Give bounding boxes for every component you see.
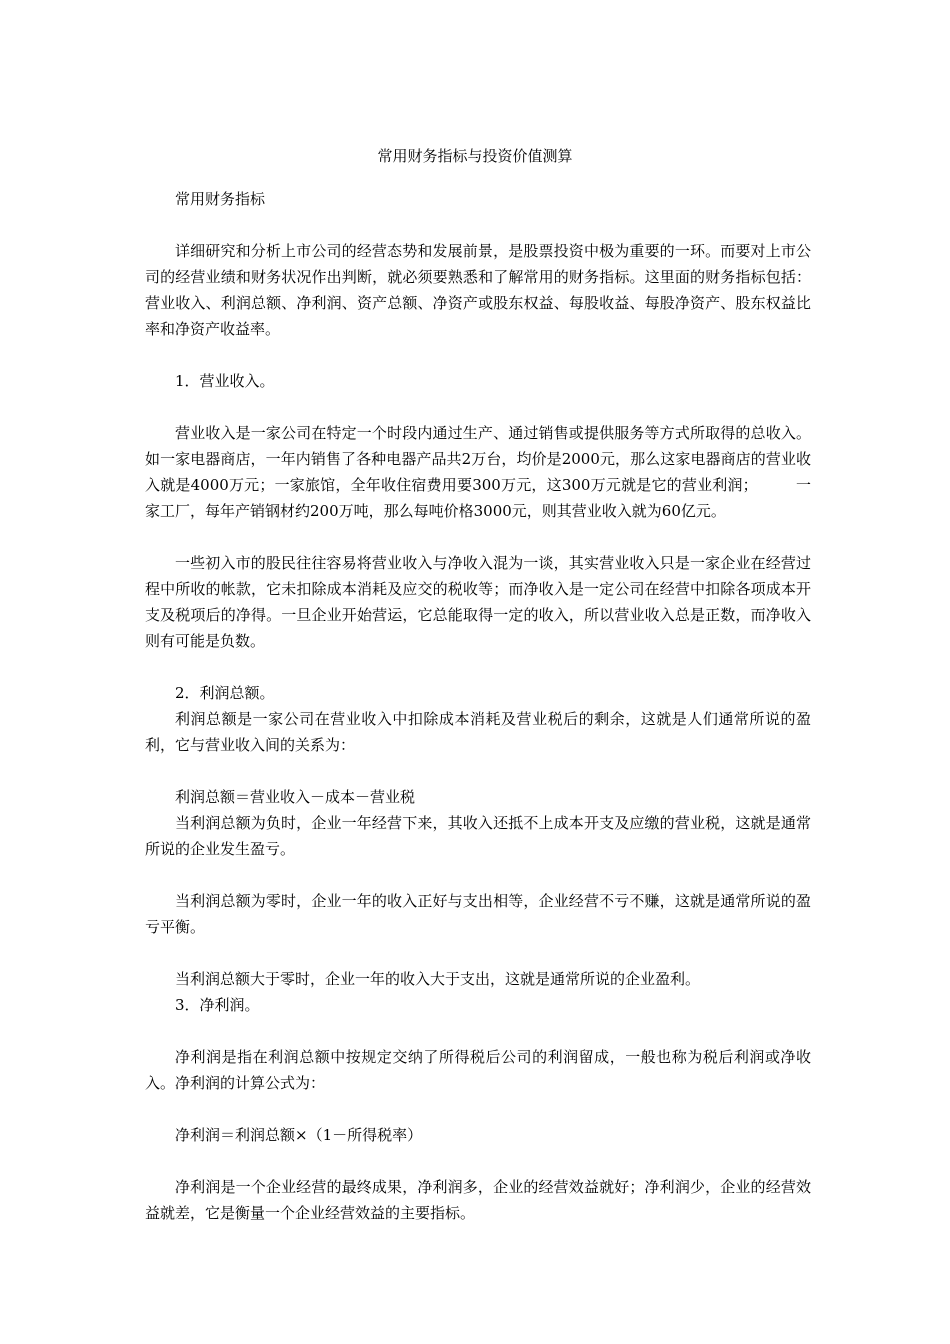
section-heading: 常用财务指标 bbox=[175, 190, 266, 208]
heading-total-profit: 2．利润总额。 bbox=[175, 684, 275, 702]
paragraph-profit-positive: 当利润总额大于零时，企业一年的收入大于支出，这就是通常所说的企业盈利。 bbox=[175, 970, 701, 988]
paragraph-intro: 详细研究和分析上市公司的经营态势和发展前景，是股票投资中极为重要的一环。而要对上市公司的经营业绩和财务状况作出判断，就必须要熟悉和了解常用的财务指标。这里面的财务指标包括：营业收入、利润总额、净利润、资产总额、净资产或股东权益、每股收益、每股净资产、股东权益比率和净资产收益率。 bbox=[145, 242, 811, 338]
formula-total-profit: 利润总额＝营业收入－成本－营业税 bbox=[175, 788, 416, 806]
paragraph-net-profit-summary: 净利润是一个企业经营的最终成果，净利润多，企业的经营效益就好；净利润少，企业的经营效益就差，它是衡量一个企业经营效益的主要指标。 bbox=[145, 1178, 811, 1222]
paragraph-revenue-vs-net: 一些初入市的股民往往容易将营业收入与净收入混为一谈，其实营业收入只是一家企业在经营过程中所收的帐款，它未扣除成本消耗及应交的税收等；而净收入是一定公司在经营中扣除各项成本开支及税项后的净得。一旦企业开始营运，它总能取得一定的收入，所以营业收入总是正数，而净收入则有可能是负数。 bbox=[145, 554, 811, 650]
paragraph-profit-negative: 当利润总额为负时，企业一年经营下来，其收入还抵不上成本开支及应缴的营业税，这就是通常所说的企业发生盈亏。 bbox=[145, 814, 811, 858]
document-body bbox=[145, 186, 811, 1226]
heading-operating-revenue: 1．营业收入。 bbox=[175, 372, 275, 390]
paragraph-total-profit: 利润总额是一家公司在营业收入中扣除成本消耗及营业税后的剩余，这就是人们通常所说的盈利，它与营业收入间的关系为： bbox=[145, 710, 811, 754]
heading-net-profit: 3．净利润。 bbox=[175, 996, 260, 1014]
document-title: 常用财务指标与投资价值测算 bbox=[377, 147, 573, 165]
paragraph-operating-revenue: 营业收入是一家公司在特定一个时段内通过生产、通过销售或提供服务等方式所取得的总收入。如一家电器商店，一年内销售了各种电器产品共2万台，均价是2000元，那么这家电器商店的营业收入就是4000万元；一家旅馆，全年收住宿费用要300万元，这300万元就是它的营业利润； 一家工厂，每年产销钢材约200万吨，那么每吨价格3000元，则其营业收入就为60亿元。 bbox=[145, 424, 811, 520]
formula-net-profit: 净利润＝利润总额×（1－所得税率） bbox=[175, 1126, 423, 1144]
paragraph-profit-zero: 当利润总额为零时，企业一年的收入正好与支出相等，企业经营不亏不赚，这就是通常所说的盈亏平衡。 bbox=[145, 892, 811, 936]
paragraph-net-profit: 净利润是指在利润总额中按规定交纳了所得税后公司的利润留成，一般也称为税后利润或净收入。净利润的计算公式为： bbox=[145, 1048, 811, 1092]
